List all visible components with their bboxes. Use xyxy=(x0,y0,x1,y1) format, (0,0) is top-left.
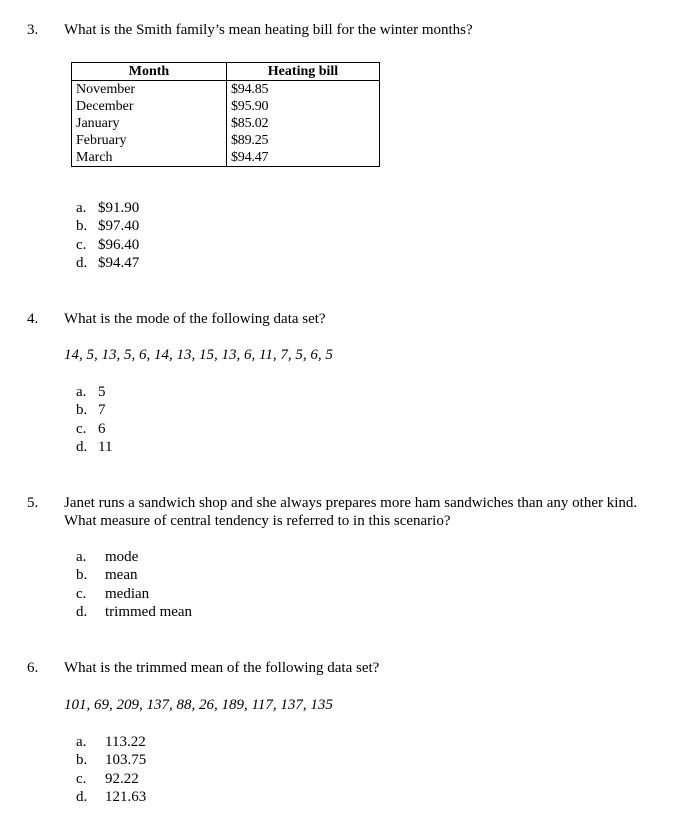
option-b xyxy=(76,566,192,584)
bill-cell: $89.25 xyxy=(227,132,380,149)
option-a xyxy=(76,199,139,217)
option-text: 113.22 xyxy=(105,734,146,750)
option-a xyxy=(76,733,146,751)
question-5-options xyxy=(76,548,192,621)
month-cell: December xyxy=(72,98,227,115)
table-row xyxy=(72,132,380,149)
option-text: 92.22 xyxy=(105,770,139,787)
option-letter: d. xyxy=(76,603,88,620)
option-letter: b. xyxy=(76,752,88,769)
option-letter: d. xyxy=(76,438,88,455)
question-4-data-set: 14, 5, 13, 5, 6, 14, 13, 15, 13, 6, 11, 7, 5, 6, 5 xyxy=(64,347,333,363)
option-letter: c. xyxy=(76,770,87,787)
option-d xyxy=(76,438,112,456)
option-text: trimmed mean xyxy=(105,603,193,620)
table-row xyxy=(72,149,380,167)
month-cell: November xyxy=(72,81,227,99)
option-b xyxy=(76,217,139,235)
option-letter: a. xyxy=(76,549,87,565)
bill-cell: $94.85 xyxy=(227,81,380,99)
option-text: mode xyxy=(105,549,139,565)
option-c xyxy=(76,585,192,603)
option-text: 121.63 xyxy=(105,788,147,805)
table-row xyxy=(72,115,380,132)
option-letter: a. xyxy=(76,200,87,216)
heating-bill-column-header: Heating bill xyxy=(227,63,380,81)
option-a xyxy=(76,548,192,566)
option-text: $94.47 xyxy=(98,254,140,271)
question-4-options xyxy=(76,383,112,456)
question-4-text: What is the mode of the following data set? xyxy=(64,311,326,327)
option-d xyxy=(76,788,146,806)
option-c xyxy=(76,420,112,438)
table-row xyxy=(72,98,380,115)
option-letter: a. xyxy=(76,734,87,750)
table-row xyxy=(72,81,380,99)
option-a xyxy=(76,383,112,401)
option-letter: b. xyxy=(76,402,88,419)
question-6-options xyxy=(76,733,146,806)
question-6-data-set: 101, 69, 209, 137, 88, 26, 189, 117, 137, 135 xyxy=(64,697,333,713)
option-letter: d. xyxy=(76,254,88,271)
option-text: 11 xyxy=(98,438,113,455)
question-5-number: 5. xyxy=(27,495,39,511)
option-letter: c. xyxy=(76,585,87,602)
month-cell: February xyxy=(72,132,227,149)
bill-cell: $85.02 xyxy=(227,115,380,132)
option-text: 103.75 xyxy=(105,752,147,769)
month-cell: March xyxy=(72,149,227,167)
heating-bill-table xyxy=(71,62,380,167)
option-letter: b. xyxy=(76,567,88,584)
question-3-options xyxy=(76,199,139,272)
table-header-row xyxy=(72,63,380,81)
option-c xyxy=(76,770,146,788)
option-text: 7 xyxy=(98,402,106,419)
month-column-header: Month xyxy=(72,63,227,81)
month-cell: January xyxy=(72,115,227,132)
question-5-text: Janet runs a sandwich shop and she always prepares more ham sandwiches than any other kind. What measure of central tendency is referred to in this scenario? xyxy=(64,495,638,529)
option-letter: d. xyxy=(76,788,88,805)
option-d xyxy=(76,603,192,621)
option-text: 6 xyxy=(98,420,106,437)
option-b xyxy=(76,401,112,419)
option-text: $91.90 xyxy=(98,200,140,216)
option-text: median xyxy=(105,585,150,602)
question-6-number: 6. xyxy=(27,660,39,676)
option-letter: b. xyxy=(76,218,88,235)
bill-cell: $95.90 xyxy=(227,98,380,115)
option-b xyxy=(76,751,146,769)
bill-cell: $94.47 xyxy=(227,149,380,167)
option-c xyxy=(76,236,139,254)
option-text: 5 xyxy=(98,384,106,400)
option-letter: a. xyxy=(76,384,87,400)
question-4-number: 4. xyxy=(27,311,39,327)
option-letter: c. xyxy=(76,420,87,437)
question-6-text: What is the trimmed mean of the following data set? xyxy=(64,660,380,676)
option-text: mean xyxy=(105,567,138,584)
option-d xyxy=(76,254,139,272)
question-3-number: 3. xyxy=(27,22,39,38)
option-text: $97.40 xyxy=(98,218,140,235)
option-letter: c. xyxy=(76,236,87,253)
option-text: $96.40 xyxy=(98,236,140,253)
question-3-text: What is the Smith family’s mean heating bill for the winter months? xyxy=(64,22,473,38)
